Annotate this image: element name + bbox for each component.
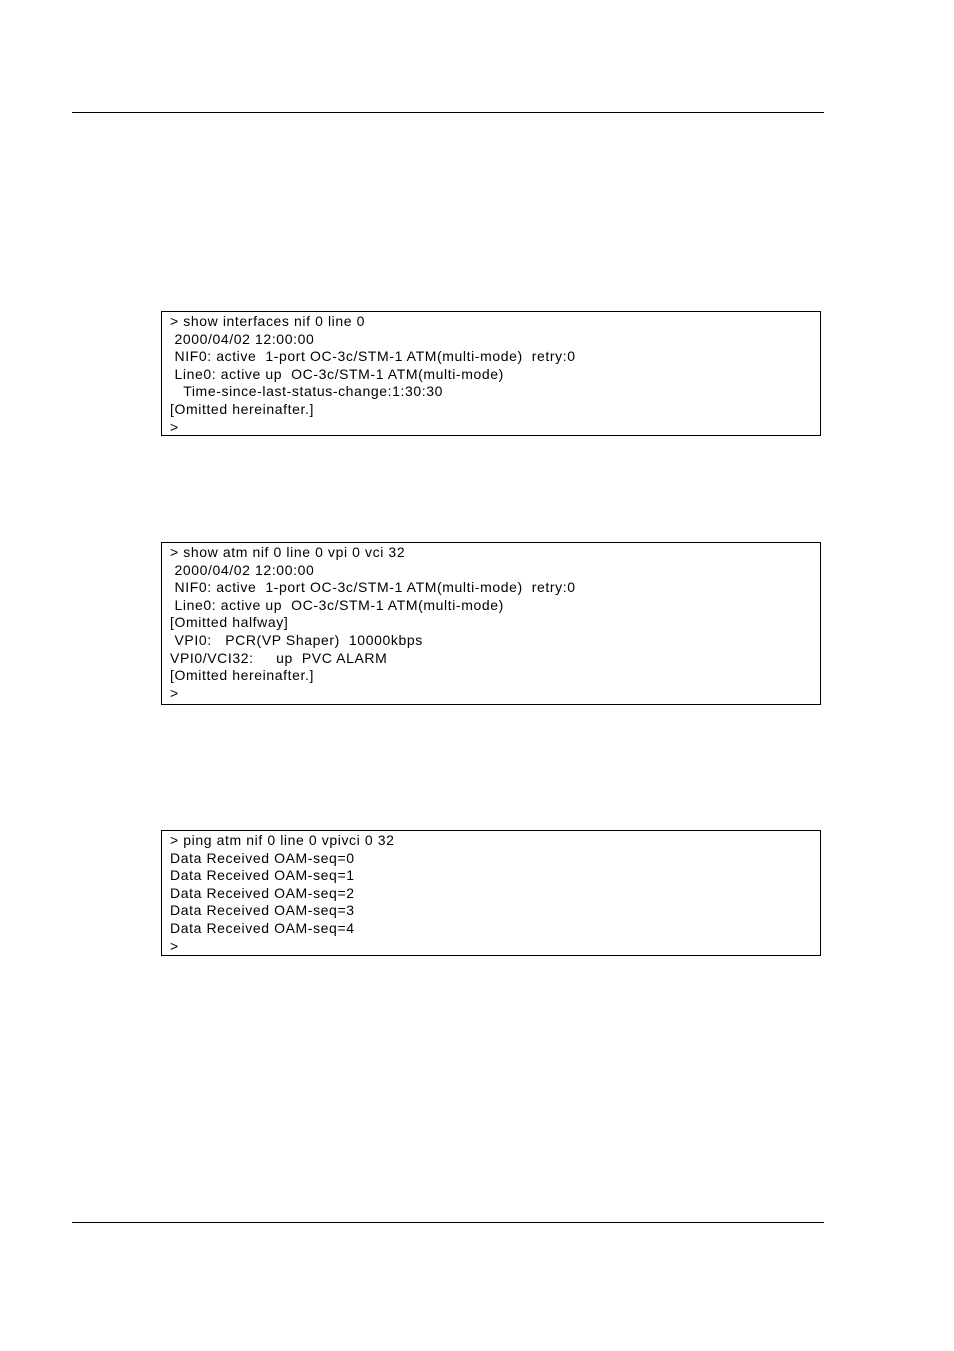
- terminal-box-show-atm: [161, 542, 821, 705]
- terminal-line: 2000/04/02 12:00:00: [170, 561, 315, 578]
- terminal-line: 2000/04/02 12:00:00: [170, 330, 315, 347]
- terminal-line: Line0: active up OC-3c/STM-1 ATM(multi-mode): [170, 596, 504, 613]
- terminal-line: VPI0: PCR(VP Shaper) 10000kbps: [170, 631, 423, 648]
- terminal-line: Data Received OAM-seq=0: [170, 849, 355, 866]
- terminal-box-show-interfaces: [161, 311, 821, 436]
- terminal-line: >: [170, 937, 179, 954]
- terminal-line: >: [170, 684, 179, 701]
- footer-rule: [72, 1222, 824, 1223]
- terminal-line: [Omitted hereinafter.]: [170, 400, 314, 417]
- terminal-line: Data Received OAM-seq=1: [170, 867, 355, 884]
- terminal-box-ping-atm: [161, 830, 821, 956]
- terminal-line: Data Received OAM-seq=2: [170, 884, 355, 901]
- terminal-line: Data Received OAM-seq=4: [170, 919, 355, 936]
- terminal-line: > show atm nif 0 line 0 vpi 0 vci 32: [170, 544, 406, 560]
- terminal-line: NIF0: active 1-port OC-3c/STM-1 ATM(multi-mode) retry:0: [170, 348, 576, 365]
- terminal-line: NIF0: active 1-port OC-3c/STM-1 ATM(multi-mode) retry:0: [170, 579, 576, 596]
- terminal-line: [Omitted hereinafter.]: [170, 667, 314, 684]
- terminal-line: VPI0/VCI32: up PVC ALARM: [170, 649, 388, 666]
- header-rule: [72, 112, 824, 113]
- terminal-line: > show interfaces nif 0 line 0: [170, 313, 366, 329]
- terminal-line: [Omitted halfway]: [170, 614, 289, 631]
- terminal-line: Data Received OAM-seq=3: [170, 902, 355, 919]
- terminal-line: Time-since-last-status-change:1:30:30: [170, 383, 444, 400]
- terminal-line: >: [170, 418, 179, 435]
- terminal-line: Line0: active up OC-3c/STM-1 ATM(multi-mode): [170, 365, 504, 382]
- terminal-line: > ping atm nif 0 line 0 vpivci 0 32: [170, 832, 395, 848]
